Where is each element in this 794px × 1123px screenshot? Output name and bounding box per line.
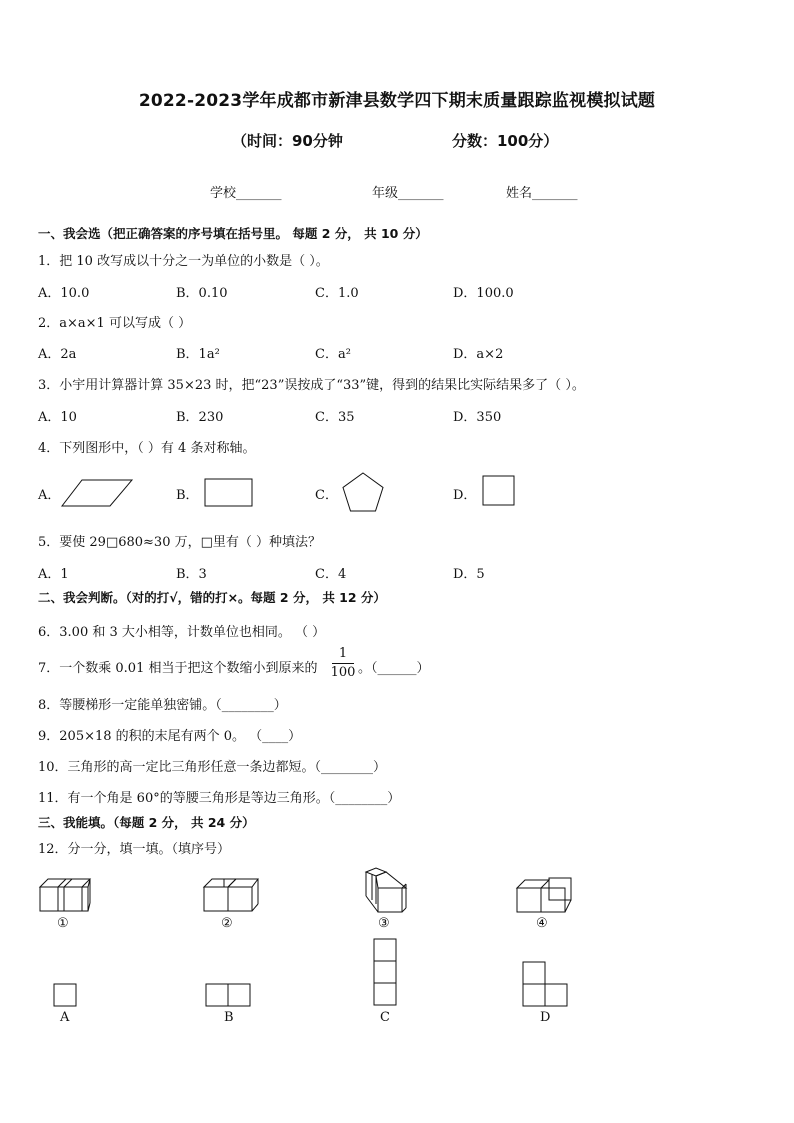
parallelogram-shape [60, 478, 134, 508]
q4-option-d: D． [453, 488, 477, 503]
q7-fraction [330, 646, 356, 681]
q2-option-a: A．2a [38, 347, 77, 362]
q5-option-b: B．3 [176, 567, 207, 582]
cube-stack-2 [202, 874, 260, 914]
cube-stack-1 [38, 874, 94, 914]
view-a-single-square [53, 983, 79, 1009]
view-d-l-shape [522, 961, 570, 1009]
view-label-b: B [224, 1010, 234, 1025]
q5-option-d: D．5 [453, 567, 485, 582]
exam-time: （时间：90分钟 [232, 132, 343, 150]
grade-field: 年级_______ [372, 186, 444, 201]
page-title: 2022-2023学年成都市新津县数学四下期末质量跟踪监视模拟试题 [138, 91, 656, 111]
q3-option-b: B．230 [176, 410, 224, 425]
question-8: 8．等腰梯形一定能单独密铺。（________） [38, 698, 287, 713]
square-shape [482, 475, 516, 507]
view-b-two-squares [205, 983, 253, 1009]
question-4: 4．下列图形中，（ ）有 4 条对称轴。 [38, 441, 256, 456]
solid-label-2: ② [221, 916, 233, 931]
view-c-three-stacked [373, 938, 399, 1008]
q2-option-b: B．1a² [176, 347, 220, 362]
q1-option-d: D．100.0 [453, 286, 514, 301]
question-9: 9．205×18 的积的末尾有两个 0。 （____） [38, 729, 302, 744]
q1-option-a: A．10.0 [38, 286, 90, 301]
q5-option-c: C．4 [315, 567, 347, 582]
section-1-heading: 一、我会选（把正确答案的序号填在括号里。 每题 2 分， 共 10 分） [38, 226, 428, 241]
question-11: 11．有一个角是 60°的等腰三角形是等边三角形。（________） [38, 791, 401, 806]
solid-label-3: ③ [378, 916, 390, 931]
q2-option-d: D．a×2 [453, 347, 504, 362]
solid-label-4: ④ [536, 916, 548, 931]
solid-label-1: ① [57, 916, 69, 931]
q3-option-c: C．35 [315, 410, 355, 425]
cube-stack-4 [515, 876, 575, 916]
exam-score: 分数：100分） [452, 132, 559, 150]
q4-option-b: B． [176, 488, 199, 503]
question-12: 12．分一分，填一填。（填序号） [38, 842, 231, 857]
cube-stack-3 [362, 866, 410, 916]
view-label-d: D [540, 1010, 551, 1025]
pentagon-shape [341, 472, 385, 514]
school-field: 学校_______ [210, 186, 282, 201]
fraction-bar [332, 663, 354, 664]
rectangle-shape [204, 478, 254, 508]
fraction-denominator: 100 [330, 665, 356, 680]
q3-option-a: A．10 [38, 410, 77, 425]
question-7-text: 7．一个数乘 0.01 相当于把这个数缩小到原来的 [38, 661, 318, 676]
name-field: 姓名_______ [506, 186, 578, 201]
q5-option-a: A．1 [38, 567, 69, 582]
section-2-heading: 二、我会判断。（对的打√，错的打×。每题 2 分， 共 12 分） [38, 590, 386, 605]
question-5: 5．要使 29□680≈30 万，□里有（ ）种填法？ [38, 535, 322, 550]
q1-option-b: B．0.10 [176, 286, 228, 301]
fraction-numerator: 1 [338, 646, 348, 661]
question-10: 10．三角形的高一定比三角形任意一条边都短。（________） [38, 760, 387, 775]
q4-option-c: C． [315, 488, 338, 503]
q3-option-d: D．350 [453, 410, 502, 425]
view-label-a: A [60, 1010, 70, 1025]
q4-option-a: A． [38, 488, 61, 503]
question-3: 3．小宇用计算器计算 35×23 时，把“23”误按成了“33”键，得到的结果比实际结果多了（ ）。 [38, 378, 585, 393]
question-6: 6．3.00 和 3 大小相等，计数单位也相同。 （ ） [38, 625, 326, 640]
q2-option-c: C．a² [315, 347, 351, 362]
q1-option-c: C．1.0 [315, 286, 359, 301]
question-2: 2．a×a×1 可以写成（ ） [38, 316, 192, 331]
section-3-heading: 三、我能填。（每题 2 分， 共 24 分） [38, 815, 255, 830]
question-7-blank: 。（______） [358, 661, 430, 676]
question-1: 1．把 10 改写成以十分之一为单位的小数是（ ）。 [38, 254, 329, 269]
view-label-c: C [380, 1010, 390, 1025]
